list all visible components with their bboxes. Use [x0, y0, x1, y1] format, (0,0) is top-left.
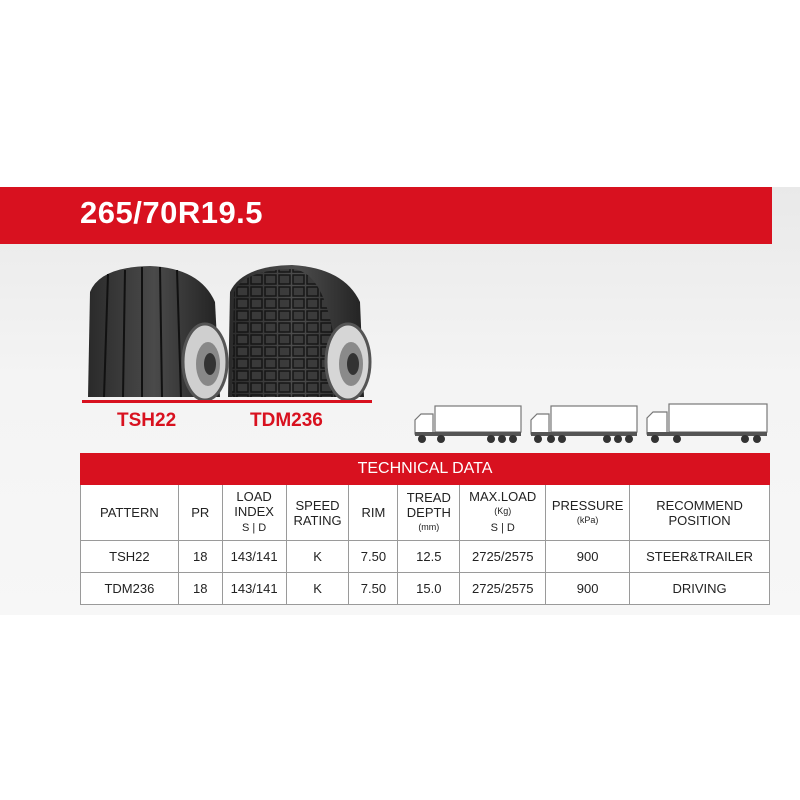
col-speed-rating: SPEED RATING — [286, 485, 349, 541]
tire-label-tsh22: TSH22 — [117, 410, 177, 431]
col-pressure: PRESSURE (kPa) — [546, 485, 630, 541]
tire-underline — [82, 400, 372, 403]
col-pattern: PATTERN — [81, 485, 179, 541]
rib-tread-tire-icon — [80, 262, 230, 402]
tire-size-title: 265/70R19.5 — [80, 195, 264, 230]
tire-label-tdm236: TDM236 — [250, 410, 323, 431]
col-recommend-position: RECOMMEND POSITION — [630, 485, 770, 541]
size-banner — [0, 187, 772, 244]
table-row: TDM236 18 143/141 K 7.50 15.0 2725/2575 900 DRIVING — [81, 573, 770, 605]
truck-trailer-icon — [647, 404, 767, 443]
col-load-index: LOAD INDEX S | D — [222, 485, 286, 541]
col-max-load: MAX.LOAD (Kg) S | D — [460, 485, 546, 541]
column-header-row — [81, 485, 770, 541]
table-row: TSH22 18 143/141 K 7.50 12.5 2725/2575 900 STEER&TRAILER — [81, 541, 770, 573]
truck-trailer-icon — [531, 406, 637, 443]
col-tread-depth: TREAD DEPTH (mm) — [398, 485, 460, 541]
col-rim: RIM — [349, 485, 398, 541]
truck-trailer-icons — [413, 402, 773, 446]
technical-data-table — [80, 453, 770, 605]
block-tread-tire-icon — [222, 262, 372, 402]
truck-trailer-icon — [415, 406, 521, 443]
col-pr: PR — [178, 485, 222, 541]
technical-data-heading: TECHNICAL DATA — [81, 454, 770, 485]
